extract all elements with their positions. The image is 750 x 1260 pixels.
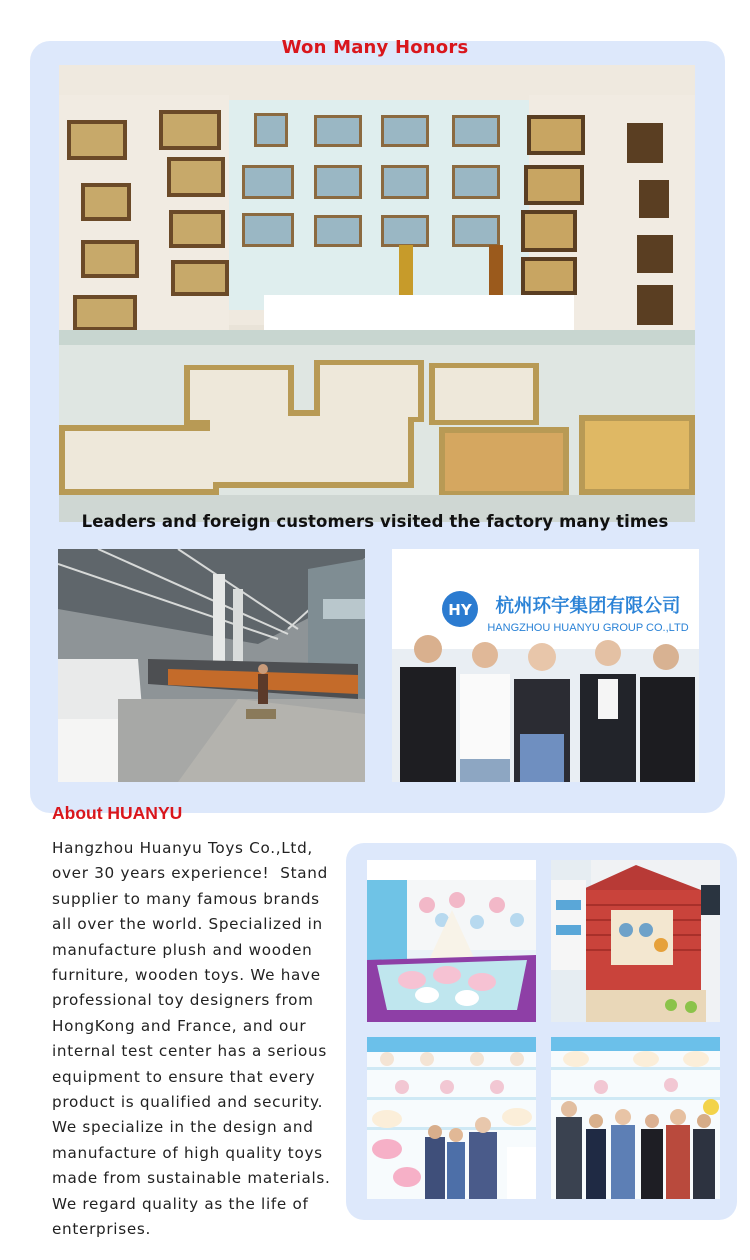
about-line: We specialize in the design and [52, 1118, 314, 1137]
about-line: over 30 years experience! Stand [52, 864, 328, 883]
about-description [52, 836, 337, 1243]
about-line: manufacture plush and wooden [52, 940, 313, 959]
about-line: professional toy designers from [52, 991, 314, 1010]
exhibition-booth-photo-2 [551, 860, 720, 1022]
about-line: furniture, wooden toys. We have [52, 966, 321, 985]
exhibition-visitors-photo-1 [367, 1037, 536, 1199]
exhibition-booth-photo-1 [367, 860, 536, 1022]
about-line: made from sustainable materials. [52, 1169, 331, 1188]
about-line: all over the world. Specialized in [52, 915, 323, 934]
factory-floor-photo [58, 549, 365, 782]
honors-showcase-photo [59, 65, 695, 522]
about-heading: About HUANYU [52, 803, 183, 823]
team-visit-photo [392, 549, 699, 782]
exhibition-visitors-photo-2 [551, 1037, 720, 1199]
company-sign-cn: 杭州环宇集团有限公司 [495, 596, 681, 617]
svg-text:HY: HY [448, 601, 472, 619]
about-line: product is qualified and security. [52, 1093, 324, 1112]
about-line: equipment to ensure that every [52, 1067, 316, 1086]
honors-title: Won Many Honors [281, 37, 469, 58]
about-line: enterprises. [52, 1220, 152, 1239]
about-line: Hangzhou Huanyu Toys Co.,Ltd, [52, 839, 313, 857]
about-line: We regard quality as the life of [52, 1194, 309, 1213]
about-line: internal test center has a serious [52, 1042, 327, 1061]
company-sign-en: HANGZHOU HUANYU GROUP CO.,LTD [487, 622, 689, 634]
about-line: supplier to many famous brands [52, 889, 320, 908]
about-line: manufacture of high quality toys [52, 1143, 323, 1162]
about-line: HongKong and France, and our [52, 1016, 307, 1035]
visit-caption: Leaders and foreign customers visited the factory many times [81, 512, 669, 531]
